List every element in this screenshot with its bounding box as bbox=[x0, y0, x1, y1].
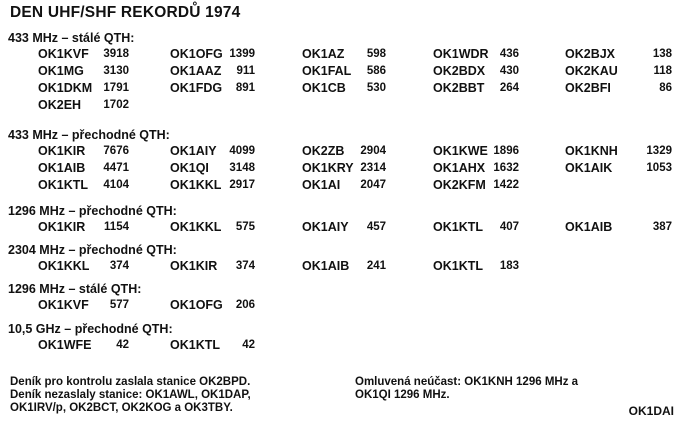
section-heading: 2304 MHz – přechodné QTH: bbox=[8, 243, 177, 257]
distance-km: 430 bbox=[499, 65, 519, 77]
station-callsign: OK1OFG bbox=[170, 47, 223, 61]
footer-apology bbox=[355, 376, 578, 402]
record-row bbox=[8, 63, 682, 80]
distance-km: 264 bbox=[499, 82, 519, 94]
distance-km: 138 bbox=[652, 48, 672, 60]
station-callsign: OK1KVF bbox=[38, 47, 89, 61]
distance-km: 1329 bbox=[646, 145, 672, 157]
record-row bbox=[8, 219, 682, 236]
station-callsign: OK1KKL bbox=[38, 259, 90, 273]
station-callsign: OK1CB bbox=[302, 81, 346, 95]
station-callsign: OK1AIB bbox=[565, 220, 613, 234]
distance-km: 598 bbox=[366, 48, 386, 60]
distance-km: 1399 bbox=[229, 48, 255, 60]
station-callsign: OK1AIK bbox=[565, 161, 613, 175]
distance-km: 2047 bbox=[360, 179, 386, 191]
record-section bbox=[8, 203, 682, 236]
distance-km: 374 bbox=[235, 260, 255, 272]
author-signature: OK1DAI bbox=[628, 404, 674, 418]
footer-notes bbox=[10, 376, 251, 415]
station-callsign: OK1KIR bbox=[38, 144, 86, 158]
distance-km: 241 bbox=[366, 260, 386, 272]
record-section bbox=[8, 242, 682, 275]
distance-km: 387 bbox=[652, 221, 672, 233]
station-callsign: OK1KTL bbox=[433, 220, 483, 234]
distance-km: 1791 bbox=[103, 82, 129, 94]
distance-km: 42 bbox=[242, 339, 255, 351]
section-heading: 1296 MHz – stálé QTH: bbox=[8, 282, 142, 296]
station-callsign: OK1KKL bbox=[170, 220, 222, 234]
distance-km: 2314 bbox=[360, 162, 386, 174]
station-callsign: OK1FAL bbox=[302, 64, 352, 78]
station-callsign: OK1AAZ bbox=[170, 64, 222, 78]
record-section bbox=[8, 30, 682, 114]
record-row bbox=[8, 46, 682, 63]
section-heading: 1296 MHz – přechodné QTH: bbox=[8, 204, 177, 218]
footer-line: OK1IRV/p, OK2BCT, OK2KOG a OK3TBY. bbox=[10, 402, 233, 414]
station-callsign: OK1KKL bbox=[170, 178, 222, 192]
distance-km: 183 bbox=[499, 260, 519, 272]
distance-km: 3918 bbox=[103, 48, 129, 60]
station-callsign: OK1WDR bbox=[433, 47, 489, 61]
distance-km: 577 bbox=[109, 299, 129, 311]
station-callsign: OK1KVF bbox=[38, 298, 89, 312]
record-section bbox=[8, 281, 682, 314]
footer-line: Omluvená neúčast: OK1KNH 1296 MHz a bbox=[355, 376, 579, 388]
section-heading: 433 MHz – stálé QTH: bbox=[8, 31, 135, 45]
distance-km: 3130 bbox=[103, 65, 129, 77]
station-callsign: OK1MG bbox=[38, 64, 84, 78]
station-callsign: OK1AIY bbox=[302, 220, 349, 234]
station-callsign: OK1AI bbox=[302, 178, 341, 192]
footer-line: Deník nezaslaly stanice: OK1AWL, OK1DAP, bbox=[10, 389, 251, 401]
station-callsign: OK2EH bbox=[38, 98, 82, 112]
station-callsign: OK2KFM bbox=[433, 178, 486, 192]
station-callsign: OK1AIB bbox=[38, 161, 86, 175]
distance-km: 1422 bbox=[493, 179, 519, 191]
station-callsign: OK2KAU bbox=[565, 64, 618, 78]
station-callsign: OK1FDG bbox=[170, 81, 223, 95]
page-title: DEN UHF/SHF REKORDŮ 1974 bbox=[10, 4, 241, 21]
distance-km: 1702 bbox=[103, 99, 129, 111]
distance-km: 4104 bbox=[103, 179, 129, 191]
footer-line: OK1QI 1296 MHz. bbox=[355, 389, 450, 401]
record-section bbox=[8, 127, 682, 194]
record-row bbox=[8, 177, 682, 194]
station-callsign: OK2BBT bbox=[433, 81, 485, 95]
station-callsign: OK2BDX bbox=[433, 64, 486, 78]
station-callsign: OK1KTL bbox=[170, 338, 220, 352]
distance-km: 86 bbox=[659, 82, 672, 94]
record-row bbox=[8, 337, 682, 354]
distance-km: 3148 bbox=[229, 162, 255, 174]
distance-km: 2917 bbox=[229, 179, 255, 191]
distance-km: 407 bbox=[499, 221, 519, 233]
station-callsign: OK1AZ bbox=[302, 47, 345, 61]
distance-km: 4099 bbox=[229, 145, 255, 157]
distance-km: 1632 bbox=[493, 162, 519, 174]
station-callsign: OK1QI bbox=[170, 161, 209, 175]
station-callsign: OK1OFG bbox=[170, 298, 223, 312]
distance-km: 1053 bbox=[646, 162, 672, 174]
station-callsign: OK1KWE bbox=[433, 144, 488, 158]
record-row bbox=[8, 80, 682, 97]
record-row bbox=[8, 143, 682, 160]
distance-km: 457 bbox=[366, 221, 386, 233]
footer-line: Deník pro kontrolu zaslala stanice OK2BPD. bbox=[10, 376, 251, 388]
station-callsign: OK1AIY bbox=[170, 144, 217, 158]
distance-km: 2904 bbox=[360, 145, 386, 157]
record-section bbox=[8, 321, 682, 354]
section-heading: 10,5 GHz – přechodné QTH: bbox=[8, 322, 173, 336]
record-row bbox=[8, 97, 682, 114]
record-row bbox=[8, 258, 682, 275]
station-callsign: OK1AIB bbox=[302, 259, 350, 273]
distance-km: 206 bbox=[235, 299, 255, 311]
distance-km: 7676 bbox=[103, 145, 129, 157]
distance-km: 1154 bbox=[104, 221, 129, 233]
distance-km: 891 bbox=[235, 82, 255, 94]
distance-km: 436 bbox=[499, 48, 519, 60]
station-callsign: OK2BJX bbox=[565, 47, 616, 61]
distance-km: 4471 bbox=[103, 162, 129, 174]
distance-km: 42 bbox=[116, 339, 129, 351]
distance-km: 1896 bbox=[493, 145, 519, 157]
station-callsign: OK2BFI bbox=[565, 81, 611, 95]
distance-km: 911 bbox=[236, 65, 255, 77]
distance-km: 586 bbox=[366, 65, 386, 77]
distance-km: 374 bbox=[109, 260, 129, 272]
station-callsign: OK1KNH bbox=[565, 144, 618, 158]
station-callsign: OK1KIR bbox=[170, 259, 218, 273]
distance-km: 530 bbox=[366, 82, 386, 94]
distance-km: 118 bbox=[653, 65, 672, 77]
distance-km: 575 bbox=[235, 221, 255, 233]
station-callsign: OK1KTL bbox=[433, 259, 483, 273]
station-callsign: OK2ZB bbox=[302, 144, 345, 158]
section-heading: 433 MHz – přechodné QTH: bbox=[8, 128, 170, 142]
station-callsign: OK1AHX bbox=[433, 161, 486, 175]
station-callsign: OK1WFE bbox=[38, 338, 92, 352]
station-callsign: OK1DKM bbox=[38, 81, 93, 95]
station-callsign: OK1KTL bbox=[38, 178, 88, 192]
station-callsign: OK1KRY bbox=[302, 161, 354, 175]
record-row bbox=[8, 160, 682, 177]
station-callsign: OK1KIR bbox=[38, 220, 86, 234]
record-row bbox=[8, 297, 682, 314]
